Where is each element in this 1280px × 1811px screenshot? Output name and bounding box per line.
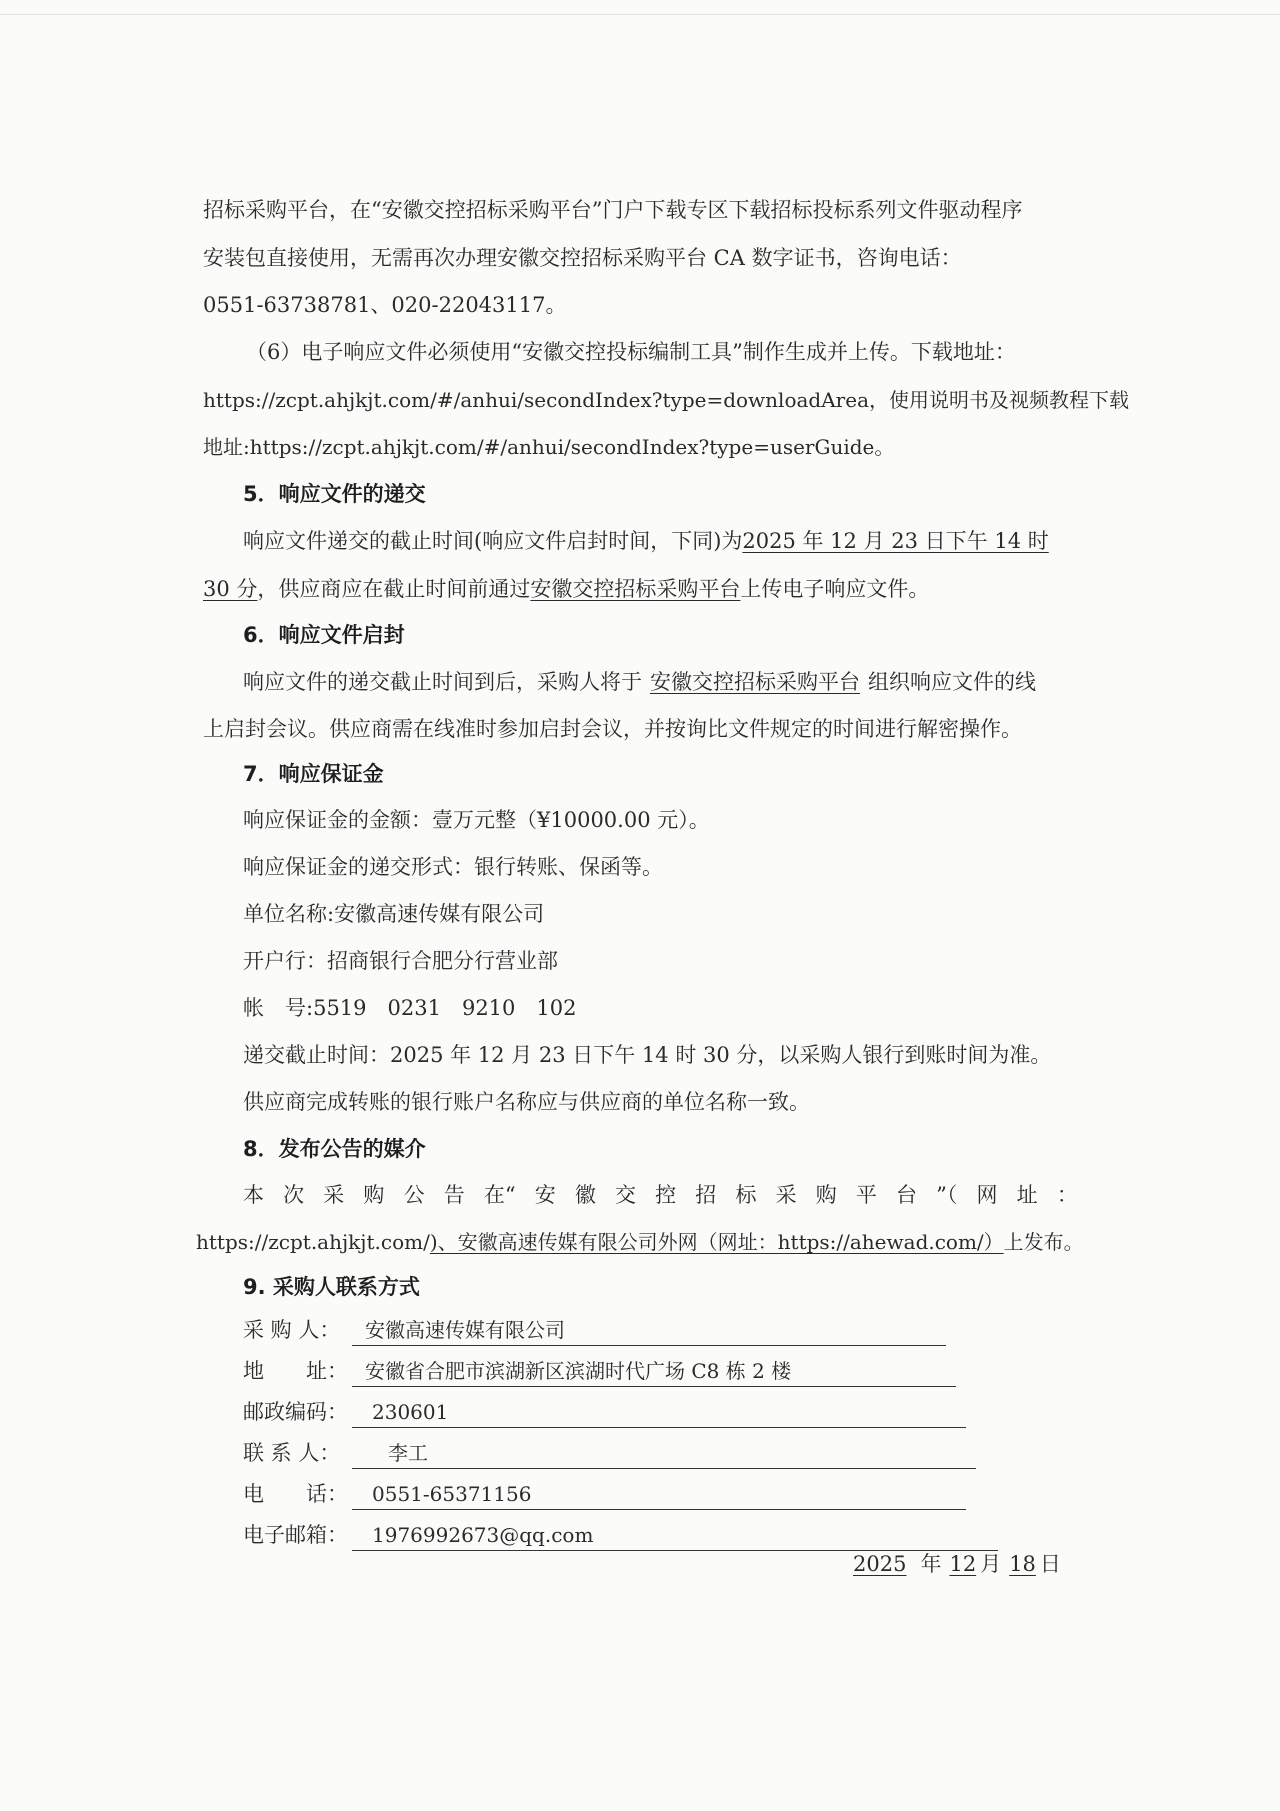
media-website: )、安徽高速传媒有限公司外网（网址：https://ahewad.com/）	[429, 1230, 1004, 1254]
section-8-line-1-char: 告	[443, 1183, 465, 1207]
section-8-line-1-char: 平	[855, 1183, 877, 1207]
section-5-text: 响应文件递交的截止时间(响应文件启封时间，下同)为	[243, 529, 743, 553]
account-number-line	[243, 994, 577, 1022]
contact-label: 联 系 人：	[243, 1441, 341, 1465]
section-8-line-1-char: 次	[283, 1183, 305, 1207]
account-bank: 开户行：招商银行合肥分行营业部	[243, 949, 558, 973]
section-8-line-1-char: 址	[1016, 1183, 1038, 1207]
section-8-line-1-char: 公	[403, 1183, 425, 1207]
deposit-form: 响应保证金的递交形式：银行转账、保函等。	[243, 855, 663, 879]
section-6-line-1	[243, 668, 1036, 696]
section-8-line-1-char: 本	[243, 1183, 264, 1207]
section-8-line-1-char: ：	[1056, 1183, 1078, 1207]
paragraph-2-line-2: https://zcpt.ahjkjt.com/#/anhui/secondIndex?type=downloadArea，使用说明书及视频教程下载	[203, 388, 1129, 412]
paragraph-1-line-1: 招标采购平台，在“安徽交控招标采购平台”门户下载专区下载招标投标系列文件驱动程序	[203, 198, 1023, 222]
paragraph-2-line-1: （6）电子响应文件必须使用“安徽交控投标编制工具”制作生成并上传。下载地址：	[246, 340, 1016, 364]
section-6-line-2: 上启封会议。供应商需在线准时参加启封会议，并按询比文件规定的时间进行解密操作。	[203, 717, 1022, 741]
contact-value: 李工	[388, 1441, 428, 1465]
purchaser-value: 安徽高速传媒有限公司	[365, 1318, 565, 1342]
section-8-line-1-char: 购	[363, 1183, 385, 1207]
section-8-text: 上发布。	[1003, 1230, 1084, 1254]
purchaser-label: 采 购 人：	[243, 1318, 341, 1342]
section-8-line-1-char: 安	[534, 1183, 556, 1207]
postal-code-underline	[352, 1427, 966, 1428]
section-7-heading: 7．响应保证金	[243, 762, 384, 786]
account-number: 5519 0231 9210 102	[313, 996, 577, 1020]
purchaser-underline	[352, 1345, 946, 1346]
address-value: 安徽省合肥市滨湖新区滨湖时代广场 C8 栋 2 楼	[365, 1359, 792, 1383]
email-value: 1976992673@qq.com	[372, 1523, 594, 1547]
section-5-line-1	[243, 527, 1049, 555]
submission-deadline: 2025 年 12 月 23 日下午 14 时	[742, 529, 1049, 553]
contact-underline	[352, 1468, 976, 1469]
date-month-unit: 月	[980, 1552, 1002, 1576]
section-5-text: ，供应商应在截止时间前通过	[257, 577, 531, 601]
account-unit-name: 单位名称:安徽高速传媒有限公司	[243, 902, 545, 926]
address-underline	[352, 1386, 956, 1387]
platform-url: https://zcpt.ahjkjt.com/	[196, 1230, 430, 1254]
platform-name: 安徽交控招标采购平台	[530, 577, 741, 601]
address-label: 地 址：	[243, 1359, 348, 1383]
section-6-heading: 6．响应文件启封	[243, 623, 405, 647]
scan-top-edge	[0, 14, 1280, 15]
section-5-line-2	[203, 575, 929, 603]
paragraph-1-line-2: 安装包直接使用，无需再次办理安徽交控招标采购平台 CA 数字证书，咨询电话：	[203, 246, 962, 270]
paragraph-1-line-3: 0551-63738781、020-22043117。	[203, 293, 567, 317]
deposit-amount: 响应保证金的金额：壹万元整（¥10000.00 元）。	[243, 808, 710, 832]
section-6-text: 组织响应文件的线	[868, 670, 1036, 694]
section-8-line-1-char: 购	[815, 1183, 837, 1207]
phone-value: 0551-65371156	[372, 1482, 532, 1506]
deposit-note: 供应商完成转账的银行账户名称应与供应商的单位名称一致。	[243, 1090, 810, 1114]
phone-underline	[352, 1509, 966, 1510]
section-8-line-1-char: 台	[896, 1183, 917, 1207]
section-8-line-2	[196, 1228, 1084, 1256]
deposit-deadline: 递交截止时间：2025 年 12 月 23 日下午 14 时 30 分，以采购人银行到账时间为准。	[243, 1043, 1052, 1067]
section-8-line-1-char: ”（	[936, 1183, 958, 1207]
section-8-heading: 8．发布公告的媒介	[243, 1137, 426, 1161]
section-8-line-1-char: 标	[735, 1183, 757, 1207]
section-5-heading: 5．响应文件的递交	[243, 482, 426, 506]
date-year: 2025	[853, 1552, 907, 1576]
section-9-heading: 9. 采购人联系方式	[243, 1275, 420, 1299]
date-month: 12	[949, 1552, 977, 1576]
section-8-line-1-char: 采	[323, 1183, 345, 1207]
date-year-unit: 年	[920, 1552, 942, 1576]
platform-name: 安徽交控招标采购平台	[650, 670, 860, 694]
section-5-text: 上传电子响应文件。	[740, 577, 930, 601]
email-label: 电子邮箱：	[243, 1523, 348, 1547]
section-8-line-1-char: 招	[695, 1183, 717, 1207]
postal-code-value: 230601	[372, 1400, 449, 1424]
paragraph-2-line-3: 地址:https://zcpt.ahjkjt.com/#/anhui/secondIndex?type=userGuide。	[203, 435, 895, 459]
section-8-line-1-char: 控	[655, 1183, 677, 1207]
date-day-unit: 日	[1039, 1552, 1061, 1576]
signature-date	[847, 1550, 1061, 1578]
section-8-line-1	[243, 1181, 1078, 1209]
section-8-line-1-char: 在“	[483, 1183, 516, 1207]
section-6-text: 响应文件的递交截止时间到后，采购人将于	[243, 670, 642, 694]
phone-label: 电 话：	[243, 1482, 348, 1506]
postal-code-label: 邮政编码：	[243, 1400, 348, 1424]
submission-deadline-minutes: 30 分	[203, 577, 258, 601]
section-8-line-1-char: 网	[976, 1183, 998, 1207]
section-8-line-1-char: 交	[615, 1183, 637, 1207]
section-8-line-1-char: 徽	[574, 1183, 596, 1207]
section-8-line-1-char: 采	[775, 1183, 797, 1207]
date-day: 18	[1009, 1552, 1036, 1576]
account-number-label: 帐 号:	[243, 996, 314, 1020]
